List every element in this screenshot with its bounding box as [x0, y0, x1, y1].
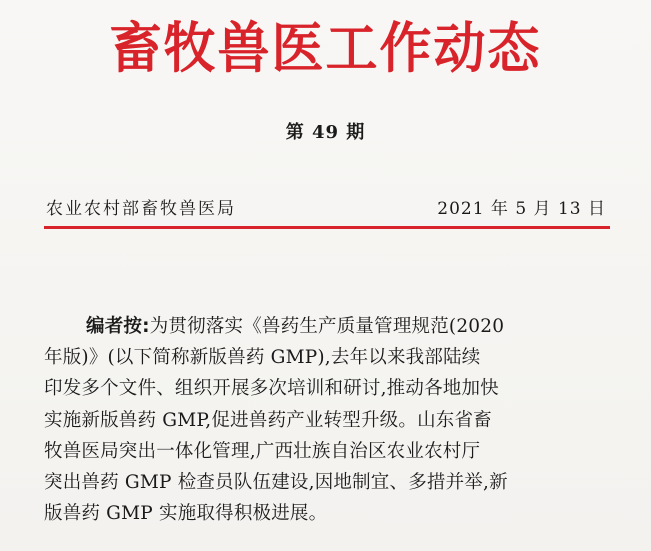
editor-note-line: 版兽药 GMP 实施取得积极进展。 [44, 503, 328, 525]
editor-note [44, 311, 604, 529]
editor-note-text: 为贯彻落实《兽药生产质量管理规范(2020 [149, 316, 505, 337]
red-divider [44, 226, 610, 229]
editor-note-line: 实施新版兽药 GMP,促进兽药产业转型升级。山东省畜 [44, 409, 492, 431]
editor-note-line: 牧兽医局突出一体化管理,广西壮族自治区农业农村厅 [44, 440, 481, 462]
editor-note-line: 印发多个文件、组织开展多次培训和研讨,推动各地加快 [44, 378, 499, 400]
editor-note-line [44, 311, 604, 342]
issue-number: 第 49 期 [285, 122, 366, 143]
meta-row [46, 194, 606, 220]
editor-note-label: 编者按 [86, 316, 143, 337]
issue-date: 2021 年 5 月 13 日 [437, 199, 606, 219]
editor-note-colon: : [142, 316, 150, 337]
editor-note-line: 年版)》(以下简称新版兽药 GMP),去年以来我部陆续 [44, 347, 481, 369]
editor-note-line: 突出兽药 GMP 检查员队伍建设,因地制宜、多措并举,新 [44, 471, 508, 493]
masthead-title: 畜牧兽医工作动态 [109, 16, 542, 81]
issuer-name: 农业农村部畜牧兽医局 [46, 199, 236, 219]
